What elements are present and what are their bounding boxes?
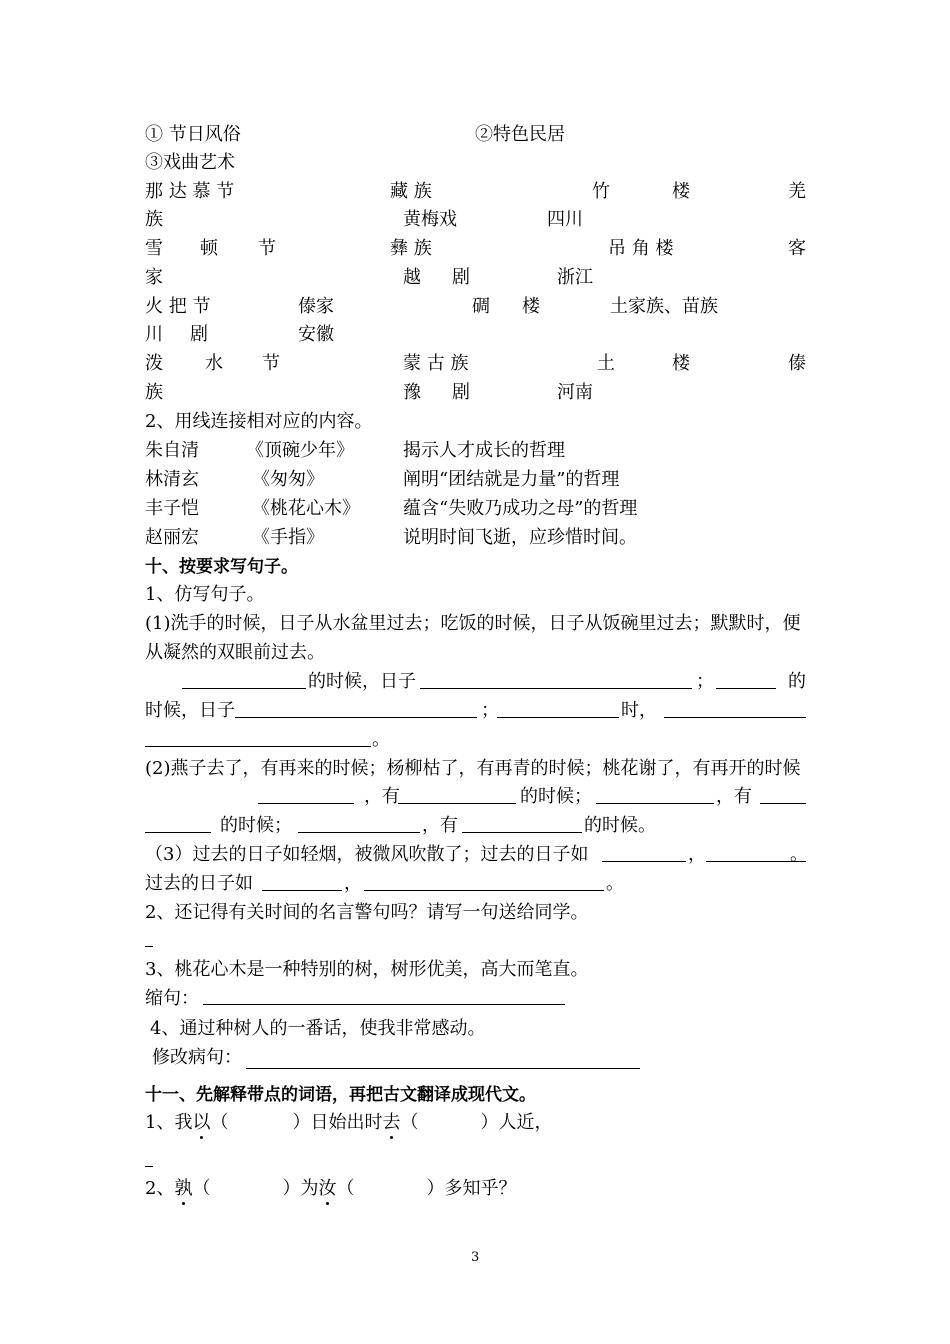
line-text: （: [400, 1112, 419, 1133]
answer-blank[interactable]: [182, 688, 306, 689]
blank-text: ，: [344, 873, 362, 894]
question-title: 3、桃花心木是一种特别的树，树形优美，高大而笔直。: [145, 959, 589, 980]
philosophy: 阐明“团结就是力量”的哲理: [403, 469, 620, 490]
section-heading: 十一、先解释带点的词语，再把古文翻译成现代文。: [145, 1085, 536, 1105]
sample-sentence: (1)洗手的时候，日子从水盆里过去；吃饭的时候，日子从饭碗里过去；默默时，便: [145, 613, 801, 634]
line-text: （: [192, 1178, 211, 1199]
match-item: 族: [145, 382, 163, 403]
line-text: ）人近，: [480, 1112, 553, 1133]
category-label: ③戏曲艺术: [145, 152, 235, 173]
answer-blank[interactable]: [398, 803, 516, 804]
match-item: 客: [788, 238, 806, 259]
blank-text: 。: [790, 844, 808, 865]
blank-text: 。: [606, 873, 624, 894]
match-item: 剧: [190, 324, 208, 345]
blank-text: 的: [788, 671, 806, 692]
blank-text: 过去的日子如: [145, 873, 253, 894]
blank-text: 。: [372, 729, 390, 750]
match-item: 河南: [557, 382, 593, 403]
category-label: ②特色民居: [475, 124, 565, 145]
match-item: 安徽: [298, 324, 334, 345]
category-label: ① 节日风俗: [145, 124, 241, 145]
match-item: 楼: [672, 353, 690, 374]
answer-blank[interactable]: [262, 890, 342, 891]
match-item: 傣: [788, 353, 806, 374]
answer-blank[interactable]: [462, 832, 582, 833]
match-item: 吊 角 楼: [608, 238, 674, 259]
dotted-word: 去: [382, 1110, 400, 1136]
match-item: 黄梅戏: [403, 209, 457, 230]
answer-blank[interactable]: [246, 1068, 640, 1069]
blank-text: ，: [688, 844, 706, 865]
match-item: 那 达 慕 节: [145, 181, 235, 202]
author: 丰子恺: [145, 498, 199, 519]
match-item: 节: [262, 353, 280, 374]
match-item: 豫: [403, 382, 421, 403]
sample-sentence: （3）过去的日子如轻烟，被微风吹散了；过去的日子如: [145, 844, 589, 865]
author: 林清玄: [145, 469, 199, 490]
blank-text: ，有: [716, 786, 752, 807]
match-item: 剧: [452, 267, 470, 288]
question-title: 2、还记得有关时间的名言警句吗？请写一句送给同学。: [145, 902, 589, 923]
work-title: 《匆匆》: [252, 469, 324, 490]
line-text: 1、我: [145, 1112, 193, 1133]
match-item: 越: [403, 267, 421, 288]
author: 赵丽宏: [145, 527, 199, 548]
answer-blank[interactable]: [203, 1004, 565, 1005]
answer-blank[interactable]: [664, 717, 806, 718]
match-item: 火 把 节: [145, 296, 211, 317]
match-item: 剧: [452, 382, 470, 403]
match-item: 节: [258, 238, 276, 259]
answer-blank[interactable]: [760, 803, 806, 804]
classical-line: [145, 1176, 516, 1202]
answer-blank[interactable]: [298, 832, 420, 833]
match-item: 川: [145, 324, 163, 345]
match-item: 族: [145, 209, 163, 230]
dotted-word: 以: [192, 1110, 210, 1136]
sample-sentence: 从凝然的双眼前过去。: [145, 642, 325, 663]
answer-blank[interactable]: [596, 803, 714, 804]
answer-blank[interactable]: [364, 890, 604, 891]
blank-text: ，有: [422, 815, 458, 836]
philosophy: 蕴含“失败乃成功之母”的哲理: [403, 498, 638, 519]
match-item: 水: [205, 353, 223, 374]
blank-text: 的时候，日子: [308, 671, 416, 692]
answer-label: 缩句：: [145, 988, 199, 1009]
blank-text: ；: [696, 671, 714, 692]
answer-blank[interactable]: [420, 688, 692, 689]
match-item: 羌: [788, 181, 806, 202]
line-text: ）为: [282, 1178, 319, 1199]
answer-blank[interactable]: [145, 946, 153, 947]
blank-text: ；: [481, 700, 499, 721]
line-text: ）多知乎？: [426, 1178, 517, 1199]
answer-blank[interactable]: [145, 832, 211, 833]
answer-blank[interactable]: [602, 861, 686, 862]
match-item: 泼: [145, 353, 163, 374]
question-title: 2、用线连接相对应的内容。: [145, 411, 373, 432]
match-item: 土: [597, 353, 615, 374]
match-item: 藏 族: [390, 181, 432, 202]
blank-text: 的时候。: [584, 815, 656, 836]
line-text: 2、: [145, 1178, 175, 1199]
answer-blank[interactable]: [716, 688, 776, 689]
match-item: 傣家: [298, 296, 334, 317]
philosophy: 说明时间飞逝，应珍惜时间。: [403, 527, 637, 548]
section-heading: 十、按要求写句子。: [145, 557, 298, 577]
work-title: 《手指》: [252, 527, 324, 548]
line-text: （: [336, 1178, 355, 1199]
match-item: 土家族、苗族: [610, 296, 718, 317]
sample-sentence: (2)燕子去了，有再来的时候；杨柳枯了，有再青的时候；桃花谢了，有再开的时候: [145, 758, 801, 779]
match-item: 楼: [672, 181, 690, 202]
philosophy: 揭示人才成长的哲理: [403, 440, 565, 461]
match-item: 竹: [592, 181, 610, 202]
match-item: 浙江: [557, 267, 593, 288]
answer-blank[interactable]: [497, 717, 619, 718]
classical-line: [145, 1110, 552, 1136]
match-item: 碉: [472, 296, 490, 317]
match-item: 楼: [522, 296, 540, 317]
author: 朱自清: [145, 440, 199, 461]
match-item: 彝 族: [390, 238, 432, 259]
match-item: 家: [145, 267, 163, 288]
answer-blank[interactable]: [235, 717, 477, 718]
line-text: （: [210, 1112, 229, 1133]
answer-blank[interactable]: [258, 803, 354, 804]
answer-blank[interactable]: [145, 1166, 153, 1167]
blank-text: 时，: [621, 700, 657, 721]
page-number: 3: [471, 1250, 480, 1265]
line-text: ）日始出时: [292, 1112, 383, 1133]
answer-blank[interactable]: [145, 746, 371, 747]
work-title: 《顶碗少年》: [246, 440, 354, 461]
match-item: 四川: [547, 209, 583, 230]
work-title: 《桃花心木》: [252, 498, 360, 519]
answer-label: 修改病句：: [152, 1047, 242, 1068]
question-title: 1、仿写句子。: [145, 584, 265, 605]
match-item: 顿: [200, 238, 218, 259]
dotted-word: 孰: [174, 1176, 192, 1202]
dotted-word: 汝: [318, 1176, 336, 1202]
blank-text: ，有: [364, 786, 400, 807]
match-item: 雪: [145, 238, 163, 259]
match-item: 蒙 古 族: [403, 353, 469, 374]
blank-text: 的时候；: [220, 815, 292, 836]
blank-text: 时候，日子: [145, 700, 235, 721]
blank-text: 的时候；: [520, 786, 592, 807]
question-title: 4、通过种树人的一番话，使我非常感动。: [150, 1018, 486, 1039]
